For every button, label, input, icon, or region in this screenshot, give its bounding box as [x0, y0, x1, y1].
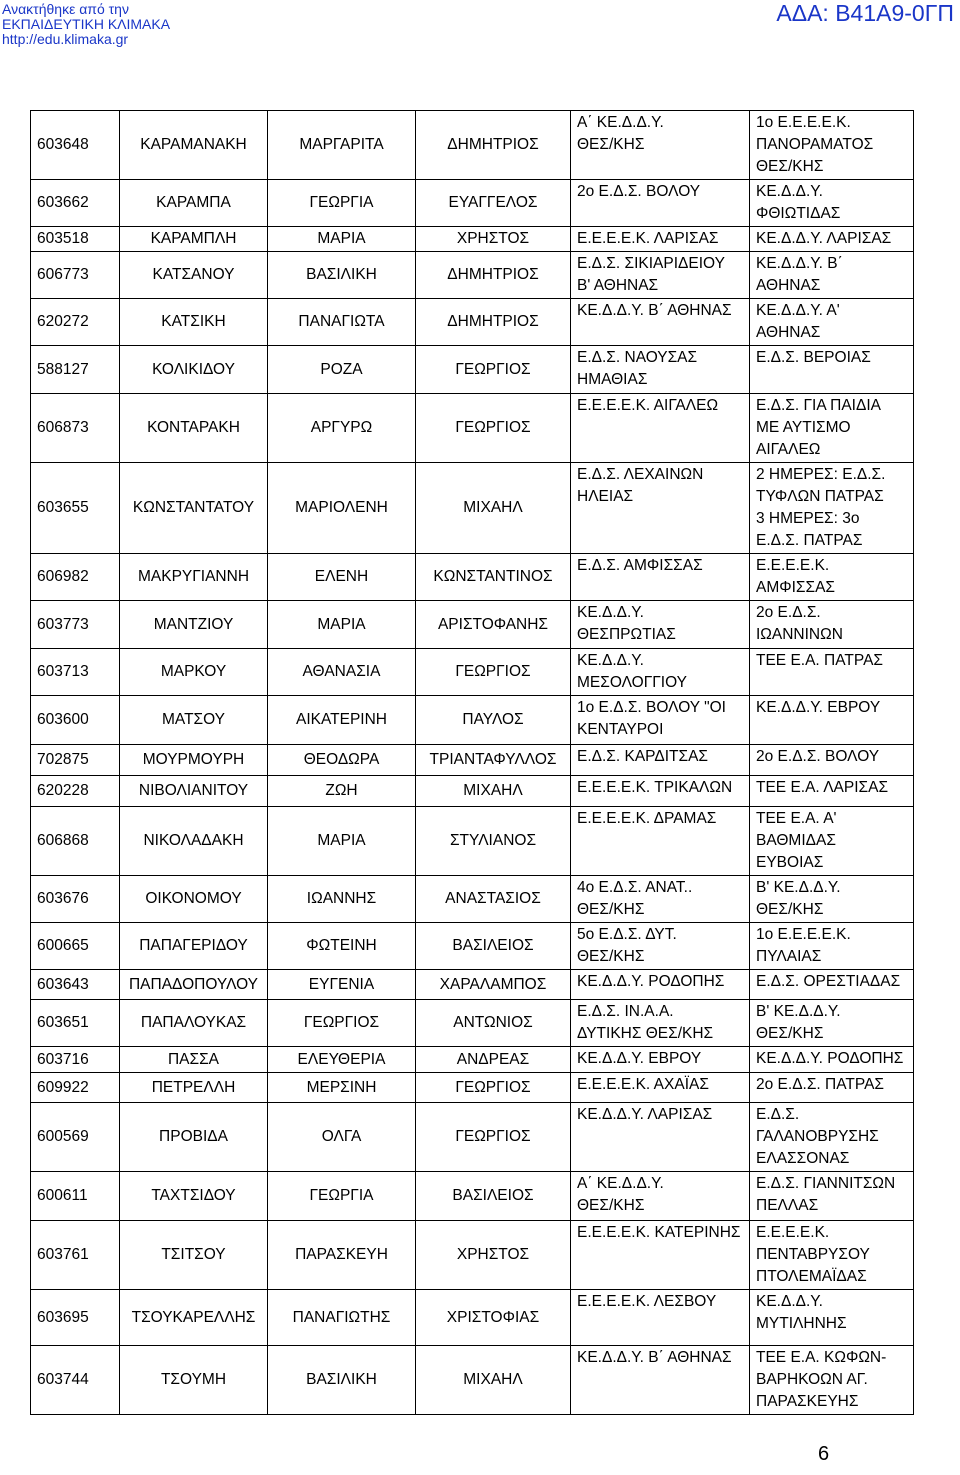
- to-school-cell: [750, 346, 914, 394]
- school-line: ΘΕΣ/ΚΗΣ: [577, 136, 645, 153]
- code-cell: 603676: [31, 876, 120, 923]
- to-school-cell: [750, 696, 914, 745]
- table-row: [31, 745, 914, 776]
- table-row: [31, 227, 914, 252]
- from-school-cell: [571, 227, 750, 252]
- to-school-cell: [750, 649, 914, 696]
- school-line: Ε.Δ.Σ. ΟΡΕΣΤΙΑΔΑΣ: [756, 973, 901, 990]
- school-line: ΘΕΣ/ΚΗΣ: [577, 948, 645, 965]
- code-cell: 620228: [31, 776, 120, 807]
- school-line: ΠΑΝΟΡΑΜΑΤΟΣ: [756, 136, 874, 153]
- code-cell: 603651: [31, 1000, 120, 1047]
- watermark-link[interactable]: http://edu.klimaka.gr: [2, 31, 129, 47]
- school-line: ΘΕΣ/ΚΗΣ: [756, 158, 824, 175]
- code-cell: 620272: [31, 299, 120, 346]
- school-line: Ε.Ε.Ε.Ε.Κ. ΔΡΑΜΑΣ: [577, 810, 717, 827]
- school-line: ΤΕΕ Ε.Α. Α': [756, 810, 837, 827]
- name-cell: ΜΕΡΣΙΝΗ: [268, 1073, 416, 1103]
- from-school-cell: [571, 970, 750, 1000]
- father-cell: ΒΑΣΙΛΕΙΟΣ: [416, 923, 571, 970]
- from-school-cell: [571, 601, 750, 649]
- school-line: ΚΕ.Δ.Δ.Υ. ΕΒΡΟΥ: [577, 1050, 702, 1067]
- name-cell: ΓΕΩΡΓΙΟΣ: [268, 1000, 416, 1047]
- school-line: Ε.Δ.Σ. ΚΑΡΔΙΤΣΑΣ: [577, 748, 708, 765]
- surname-cell: ΝΙΒΟΛΙΑΝΙΤΟΥ: [120, 776, 268, 807]
- surname-cell: ΜΑΡΚΟΥ: [120, 649, 268, 696]
- from-school-cell: [571, 923, 750, 970]
- school-line: Α΄ ΚΕ.Δ.Δ.Υ.: [577, 114, 664, 131]
- school-line: ΙΩΑΝΝΙΝΩΝ: [756, 626, 843, 643]
- school-line: ΘΕΣ/ΚΗΣ: [756, 901, 824, 918]
- surname-cell: ΠΑΠΑΓΕΡΙΔΟΥ: [120, 923, 268, 970]
- to-school-cell: [750, 923, 914, 970]
- to-school-cell: [750, 776, 914, 807]
- school-line: Ε.Δ.Σ. ΒΕΡΟΙΑΣ: [756, 349, 871, 366]
- to-school-cell: [750, 876, 914, 923]
- table-row: [31, 1346, 914, 1415]
- surname-cell: ΠΕΤΡΕΛΛΗ: [120, 1073, 268, 1103]
- father-cell: ΑΝΤΩΝΙΟΣ: [416, 1000, 571, 1047]
- school-line: ΜΕ ΑΥΤΙΣΜΟ: [756, 419, 851, 436]
- from-school-cell: [571, 346, 750, 394]
- father-cell: ΓΕΩΡΓΙΟΣ: [416, 1103, 571, 1172]
- school-line: ΠΤΟΛΕΜΑΪΔΑΣ: [756, 1268, 867, 1285]
- surname-cell: ΚΟΝΤΑΡΑΚΗ: [120, 394, 268, 463]
- father-cell: ΚΩΝΣΤΑΝΤΙΝΟΣ: [416, 554, 571, 601]
- transfers-table: [30, 110, 914, 1415]
- school-line: 5ο Ε.Δ.Σ. ΔΥΤ.: [577, 926, 677, 943]
- to-school-cell: [750, 554, 914, 601]
- surname-cell: ΚΩΝΣΤΑΝΤΑΤΟΥ: [120, 463, 268, 554]
- table-row: [31, 1290, 914, 1346]
- to-school-cell: [750, 111, 914, 180]
- code-cell: 603744: [31, 1346, 120, 1415]
- school-line: 1ο Ε.Ε.Ε.Ε.Κ.: [756, 926, 851, 943]
- name-cell: ΖΩΗ: [268, 776, 416, 807]
- watermark-line: Ανακτήθηκε από την: [2, 1, 129, 17]
- from-school-cell: [571, 1047, 750, 1073]
- school-line: ΠΕΝΤΑΒΡΥΣΟΥ: [756, 1246, 870, 1263]
- surname-cell: ΠΑΠΑΔΟΠΟΥΛΟΥ: [120, 970, 268, 1000]
- surname-cell: ΜΑΚΡΥΓΙΑΝΝΗ: [120, 554, 268, 601]
- school-line: ΤΥΦΛΩΝ ΠΑΤΡΑΣ: [756, 488, 884, 505]
- school-line: ΔΥΤΙΚΗΣ ΘΕΣ/ΚΗΣ: [577, 1025, 714, 1042]
- watermark-line: ΕΚΠΑΙΔΕΥΤΙΚΗ ΚΛΙΜΑΚΑ: [2, 16, 171, 32]
- school-line: ΠΑΡΑΣΚΕΥΗΣ: [756, 1393, 859, 1410]
- code-cell: 603600: [31, 696, 120, 745]
- table-row: [31, 111, 914, 180]
- from-school-cell: [571, 1103, 750, 1172]
- surname-cell: ΜΟΥΡΜΟΥΡΗ: [120, 745, 268, 776]
- code-cell: 603648: [31, 111, 120, 180]
- surname-cell: ΠΡΟΒΙΔΑ: [120, 1103, 268, 1172]
- father-cell: ΤΡΙΑΝΤΑΦΥΛΛΟΣ: [416, 745, 571, 776]
- ada-code: ΑΔΑ: Β41Α9-0ΓΠ: [776, 0, 954, 26]
- name-cell: ΦΩΤΕΙΝΗ: [268, 923, 416, 970]
- code-cell: 603761: [31, 1221, 120, 1290]
- school-line: ΑΘΗΝΑΣ: [756, 324, 821, 341]
- code-cell: 606982: [31, 554, 120, 601]
- surname-cell: ΠΑΣΣΑ: [120, 1047, 268, 1073]
- name-cell: ΜΑΡΙΟΛΕΝΗ: [268, 463, 416, 554]
- surname-cell: ΤΣΙΤΣΟΥ: [120, 1221, 268, 1290]
- watermark: [2, 2, 170, 47]
- school-line: Ε.Δ.Σ. ΝΑΟΥΣΑΣ: [577, 349, 698, 366]
- to-school-cell: [750, 1221, 914, 1290]
- school-line: ΤΕΕ Ε.Α. ΛΑΡΙΣΑΣ: [756, 779, 889, 796]
- father-cell: ΧΡΗΣΤΟΣ: [416, 1221, 571, 1290]
- school-line: Ε.Δ.Σ. ΙΝ.Α.Α.: [577, 1003, 674, 1020]
- table-row: [31, 299, 914, 346]
- to-school-cell: [750, 299, 914, 346]
- father-cell: ΣΤΥΛΙΑΝΟΣ: [416, 807, 571, 876]
- school-line: ΕΥΒΟΙΑΣ: [756, 854, 824, 871]
- surname-cell: ΜΑΤΣΟΥ: [120, 696, 268, 745]
- school-line: ΠΕΛΛΑΣ: [756, 1197, 819, 1214]
- school-line: Ε.Ε.Ε.Ε.Κ. ΤΡΙΚΑΛΩΝ: [577, 779, 733, 796]
- name-cell: ΠΑΡΑΣΚΕΥΗ: [268, 1221, 416, 1290]
- father-cell: ΔΗΜΗΤΡΙΟΣ: [416, 252, 571, 299]
- from-school-cell: [571, 299, 750, 346]
- school-line: ΒΑΘΜΙΔΑΣ: [756, 832, 836, 849]
- school-line: ΚΕΝΤΑΥΡΟΙ: [577, 721, 664, 738]
- school-line: Ε.Ε.Ε.Ε.Κ. ΑΙΓΑΛΕΩ: [577, 397, 719, 414]
- name-cell: ΑΡΓΥΡΩ: [268, 394, 416, 463]
- from-school-cell: [571, 696, 750, 745]
- school-line: Ε.Ε.Ε.Ε.Κ. ΛΑΡΙΣΑΣ: [577, 230, 719, 247]
- to-school-cell: [750, 1290, 914, 1346]
- to-school-cell: [750, 463, 914, 554]
- surname-cell: ΜΑΝΤΖΙΟΥ: [120, 601, 268, 649]
- father-cell: ΓΕΩΡΓΙΟΣ: [416, 346, 571, 394]
- school-line: ΚΕ.Δ.Δ.Υ. ΡΟΔΟΠΗΣ: [577, 973, 725, 990]
- table-row: [31, 601, 914, 649]
- school-line: ΕΛΑΣΣΟΝΑΣ: [756, 1150, 850, 1167]
- name-cell: ΟΛΓΑ: [268, 1103, 416, 1172]
- table-row: [31, 1221, 914, 1290]
- father-cell: ΑΝΑΣΤΑΣΙΟΣ: [416, 876, 571, 923]
- code-cell: 606873: [31, 394, 120, 463]
- school-line: ΚΕ.Δ.Δ.Υ. Α': [756, 302, 840, 319]
- father-cell: ΜΙΧΑΗΛ: [416, 1346, 571, 1415]
- father-cell: ΧΑΡΑΛΑΜΠΟΣ: [416, 970, 571, 1000]
- father-cell: ΒΑΣΙΛΕΙΟΣ: [416, 1172, 571, 1221]
- father-cell: ΑΡΙΣΤΟΦΑΝΗΣ: [416, 601, 571, 649]
- surname-cell: ΠΑΠΑΛΟΥΚΑΣ: [120, 1000, 268, 1047]
- code-cell: 603662: [31, 180, 120, 227]
- code-cell: 600665: [31, 923, 120, 970]
- father-cell: ΓΕΩΡΓΙΟΣ: [416, 649, 571, 696]
- school-line: 2ο Ε.Δ.Σ.: [756, 604, 821, 621]
- to-school-cell: [750, 601, 914, 649]
- school-line: ΚΕ.Δ.Δ.Υ.: [756, 1293, 823, 1310]
- father-cell: ΜΙΧΑΗΛ: [416, 776, 571, 807]
- school-line: 2ο Ε.Δ.Σ. ΒΟΛΟΥ: [756, 748, 880, 765]
- surname-cell: ΤΑΧΤΣΙΔΟΥ: [120, 1172, 268, 1221]
- school-line: Ε.Ε.Ε.Ε.Κ. ΚΑΤΕΡΙΝΗΣ: [577, 1224, 741, 1241]
- to-school-cell: [750, 394, 914, 463]
- from-school-cell: [571, 394, 750, 463]
- surname-cell: ΚΑΡΑΜΑΝΑΚΗ: [120, 111, 268, 180]
- name-cell: ΑΘΑΝΑΣΙΑ: [268, 649, 416, 696]
- to-school-cell: [750, 180, 914, 227]
- name-cell: ΓΕΩΡΓΙΑ: [268, 180, 416, 227]
- from-school-cell: [571, 252, 750, 299]
- table-row: [31, 876, 914, 923]
- school-line: ΓΑΛΑΝΟΒΡΥΣΗΣ: [756, 1128, 879, 1145]
- school-line: Ε.Δ.Σ. ΓΙΑ ΠΑΙΔΙΑ: [756, 397, 881, 414]
- surname-cell: ΚΑΤΣΙΚΗ: [120, 299, 268, 346]
- school-line: Ε.Δ.Σ. ΠΑΤΡΑΣ: [756, 532, 863, 549]
- from-school-cell: [571, 776, 750, 807]
- father-cell: ΔΗΜΗΤΡΙΟΣ: [416, 111, 571, 180]
- table-row: [31, 180, 914, 227]
- surname-cell: ΚΑΡΑΜΠΑ: [120, 180, 268, 227]
- to-school-cell: [750, 1000, 914, 1047]
- school-line: Ε.Ε.Ε.Ε.Κ.: [756, 1224, 830, 1241]
- school-line: Β' ΚΕ.Δ.Δ.Υ.: [756, 879, 841, 896]
- from-school-cell: [571, 1073, 750, 1103]
- to-school-cell: [750, 1346, 914, 1415]
- school-line: ΘΕΣΠΡΩΤΙΑΣ: [577, 626, 676, 643]
- from-school-cell: [571, 807, 750, 876]
- name-cell: ΜΑΡΙΑ: [268, 601, 416, 649]
- code-cell: 603713: [31, 649, 120, 696]
- table-row: [31, 696, 914, 745]
- table-row: [31, 463, 914, 554]
- school-line: Ε.Δ.Σ. ΛΕΧΑΙΝΩΝ: [577, 466, 704, 483]
- from-school-cell: [571, 1290, 750, 1346]
- name-cell: ΕΛΕΥΘΕΡΙΑ: [268, 1047, 416, 1073]
- to-school-cell: [750, 745, 914, 776]
- school-line: ΘΕΣ/ΚΗΣ: [577, 901, 645, 918]
- table-row: [31, 649, 914, 696]
- to-school-cell: [750, 1073, 914, 1103]
- table-row: [31, 346, 914, 394]
- school-line: ΗΛΕΙΑΣ: [577, 488, 634, 505]
- code-cell: 609922: [31, 1073, 120, 1103]
- code-cell: 603716: [31, 1047, 120, 1073]
- code-cell: 603773: [31, 601, 120, 649]
- from-school-cell: [571, 1221, 750, 1290]
- father-cell: ΑΝΔΡΕΑΣ: [416, 1047, 571, 1073]
- name-cell: ΘΕΟΔΩΡΑ: [268, 745, 416, 776]
- from-school-cell: [571, 745, 750, 776]
- school-line: ΚΕ.Δ.Δ.Υ. Β΄ ΑΘΗΝΑΣ: [577, 302, 732, 319]
- school-line: ΗΜΑΘΙΑΣ: [577, 371, 648, 388]
- to-school-cell: [750, 807, 914, 876]
- from-school-cell: [571, 1172, 750, 1221]
- school-line: ΚΕ.Δ.Δ.Υ. ΛΑΡΙΣΑΣ: [577, 1106, 713, 1123]
- school-line: ΤΕΕ Ε.Α. ΚΩΦΩΝ-: [756, 1349, 887, 1366]
- to-school-cell: [750, 970, 914, 1000]
- name-cell: ΑΙΚΑΤΕΡΙΝΗ: [268, 696, 416, 745]
- name-cell: ΠΑΝΑΓΙΩΤΑ: [268, 299, 416, 346]
- school-line: ΜΥΤΙΛΗΝΗΣ: [756, 1315, 847, 1332]
- school-line: ΑΙΓΑΛΕΩ: [756, 441, 821, 458]
- name-cell: ΜΑΡΓΑΡΙΤΑ: [268, 111, 416, 180]
- code-cell: 606773: [31, 252, 120, 299]
- code-cell: 702875: [31, 745, 120, 776]
- table-row: [31, 1000, 914, 1047]
- from-school-cell: [571, 554, 750, 601]
- from-school-cell: [571, 180, 750, 227]
- school-line: Β' ΚΕ.Δ.Δ.Υ.: [756, 1003, 841, 1020]
- school-line: Ε.Δ.Σ. ΣΙΚΙΑΡΙΔΕΙΟΥ: [577, 255, 725, 272]
- table-row: [31, 776, 914, 807]
- from-school-cell: [571, 111, 750, 180]
- school-line: ΠΥΛΑΙΑΣ: [756, 948, 822, 965]
- school-line: Ε.Ε.Ε.Ε.Κ.: [756, 557, 830, 574]
- school-line: ΚΕ.Δ.Δ.Υ. Β΄ ΑΘΗΝΑΣ: [577, 1349, 732, 1366]
- name-cell: ΕΥΓΕΝΙΑ: [268, 970, 416, 1000]
- school-line: Ε.Ε.Ε.Ε.Κ. ΛΕΣΒΟΥ: [577, 1293, 717, 1310]
- school-line: ΚΕ.Δ.Δ.Υ. ΡΟΔΟΠΗΣ: [756, 1050, 904, 1067]
- table-row: [31, 252, 914, 299]
- school-line: ΘΕΣ/ΚΗΣ: [756, 1025, 824, 1042]
- school-line: ΤΕΕ Ε.Α. ΠΑΤΡΑΣ: [756, 652, 884, 669]
- table-row: [31, 1103, 914, 1172]
- to-school-cell: [750, 1172, 914, 1221]
- school-line: ΚΕ.Δ.Δ.Υ. ΛΑΡΙΣΑΣ: [756, 230, 892, 247]
- surname-cell: ΚΑΤΣΑΝΟΥ: [120, 252, 268, 299]
- code-cell: 603655: [31, 463, 120, 554]
- father-cell: ΧΡΙΣΤΟΦΙΑΣ: [416, 1290, 571, 1346]
- surname-cell: ΟΙΚΟΝΟΜΟΥ: [120, 876, 268, 923]
- surname-cell: ΚΑΡΑΜΠΛΗ: [120, 227, 268, 252]
- school-line: ΦΘΙΩΤΙΔΑΣ: [756, 205, 841, 222]
- name-cell: ΒΑΣΙΛΙΚΗ: [268, 252, 416, 299]
- code-cell: 603695: [31, 1290, 120, 1346]
- surname-cell: ΤΣΟΥΜΗ: [120, 1346, 268, 1415]
- code-cell: 600611: [31, 1172, 120, 1221]
- from-school-cell: [571, 1346, 750, 1415]
- school-line: ΑΘΗΝΑΣ: [756, 277, 821, 294]
- school-line: 1ο Ε.Δ.Σ. ΒΟΛΟΥ "ΟΙ: [577, 699, 726, 716]
- father-cell: ΜΙΧΑΗΛ: [416, 463, 571, 554]
- from-school-cell: [571, 1000, 750, 1047]
- school-line: ΚΕ.Δ.Δ.Υ.: [756, 183, 823, 200]
- code-cell: 600569: [31, 1103, 120, 1172]
- father-cell: ΕΥΑΓΓΕΛΟΣ: [416, 180, 571, 227]
- father-cell: ΧΡΗΣΤΟΣ: [416, 227, 571, 252]
- name-cell: ΒΑΣΙΛΙΚΗ: [268, 1346, 416, 1415]
- school-line: Ε.Δ.Σ. ΓΙΑΝΝΙΤΣΩΝ: [756, 1175, 896, 1192]
- table-row: [31, 970, 914, 1000]
- school-line: ΚΕ.Δ.Δ.Υ. ΕΒΡΟΥ: [756, 699, 881, 716]
- surname-cell: ΚΟΛΙΚΙΔΟΥ: [120, 346, 268, 394]
- surname-cell: ΝΙΚΟΛΑΔΑΚΗ: [120, 807, 268, 876]
- table-row: [31, 554, 914, 601]
- surname-cell: ΤΣΟΥΚΑΡΕΛΛΗΣ: [120, 1290, 268, 1346]
- code-cell: 603643: [31, 970, 120, 1000]
- table-row: [31, 1047, 914, 1073]
- school-line: ΜΕΣΟΛΟΓΓΙΟΥ: [577, 674, 687, 691]
- name-cell: ΜΑΡΙΑ: [268, 227, 416, 252]
- school-line: Ε.Δ.Σ.: [756, 1106, 800, 1123]
- school-line: ΒΑΡΗΚΟΩΝ ΑΓ.: [756, 1371, 868, 1388]
- school-line: Ε.Ε.Ε.Ε.Κ. ΑΧΑΪΑΣ: [577, 1076, 709, 1093]
- school-line: ΚΕ.Δ.Δ.Υ. Β΄: [756, 255, 843, 272]
- name-cell: ΡΟΖΑ: [268, 346, 416, 394]
- father-cell: ΓΕΩΡΓΙΟΣ: [416, 394, 571, 463]
- school-line: ΑΜΦΙΣΣΑΣ: [756, 579, 836, 596]
- to-school-cell: [750, 227, 914, 252]
- to-school-cell: [750, 1047, 914, 1073]
- code-cell: 606868: [31, 807, 120, 876]
- name-cell: ΜΑΡΙΑ: [268, 807, 416, 876]
- father-cell: ΠΑΥΛΟΣ: [416, 696, 571, 745]
- father-cell: ΓΕΩΡΓΙΟΣ: [416, 1073, 571, 1103]
- table-row: [31, 394, 914, 463]
- school-line: 2 ΗΜΕΡΕΣ: Ε.Δ.Σ.: [756, 466, 886, 483]
- table-row: [31, 1073, 914, 1103]
- school-line: ΚΕ.Δ.Δ.Υ.: [577, 604, 644, 621]
- to-school-cell: [750, 1103, 914, 1172]
- from-school-cell: [571, 649, 750, 696]
- school-line: 1ο Ε.Ε.Ε.Ε.Κ.: [756, 114, 851, 131]
- name-cell: ΙΩΑΝΝΗΣ: [268, 876, 416, 923]
- school-line: Ε.Δ.Σ. ΑΜΦΙΣΣΑΣ: [577, 557, 703, 574]
- table-row: [31, 923, 914, 970]
- school-line: Α΄ ΚΕ.Δ.Δ.Υ.: [577, 1175, 664, 1192]
- school-line: ΚΕ.Δ.Δ.Υ.: [577, 652, 644, 669]
- from-school-cell: [571, 463, 750, 554]
- table-row: [31, 1172, 914, 1221]
- school-line: 4ο Ε.Δ.Σ. ΑΝΑΤ..: [577, 879, 693, 896]
- name-cell: ΕΛΕΝΗ: [268, 554, 416, 601]
- name-cell: ΠΑΝΑΓΙΩΤΗΣ: [268, 1290, 416, 1346]
- school-line: 2ο Ε.Δ.Σ. ΠΑΤΡΑΣ: [756, 1076, 885, 1093]
- page-number: 6: [818, 1443, 830, 1465]
- name-cell: ΓΕΩΡΓΙΑ: [268, 1172, 416, 1221]
- code-cell: 588127: [31, 346, 120, 394]
- father-cell: ΔΗΜΗΤΡΙΟΣ: [416, 299, 571, 346]
- from-school-cell: [571, 876, 750, 923]
- table-row: [31, 807, 914, 876]
- school-line: ΘΕΣ/ΚΗΣ: [577, 1197, 645, 1214]
- code-cell: 603518: [31, 227, 120, 252]
- to-school-cell: [750, 252, 914, 299]
- school-line: Β' ΑΘΗΝΑΣ: [577, 277, 659, 294]
- school-line: 2ο Ε.Δ.Σ. ΒΟΛΟΥ: [577, 183, 701, 200]
- school-line: 3 ΗΜΕΡΕΣ: 3ο: [756, 510, 860, 527]
